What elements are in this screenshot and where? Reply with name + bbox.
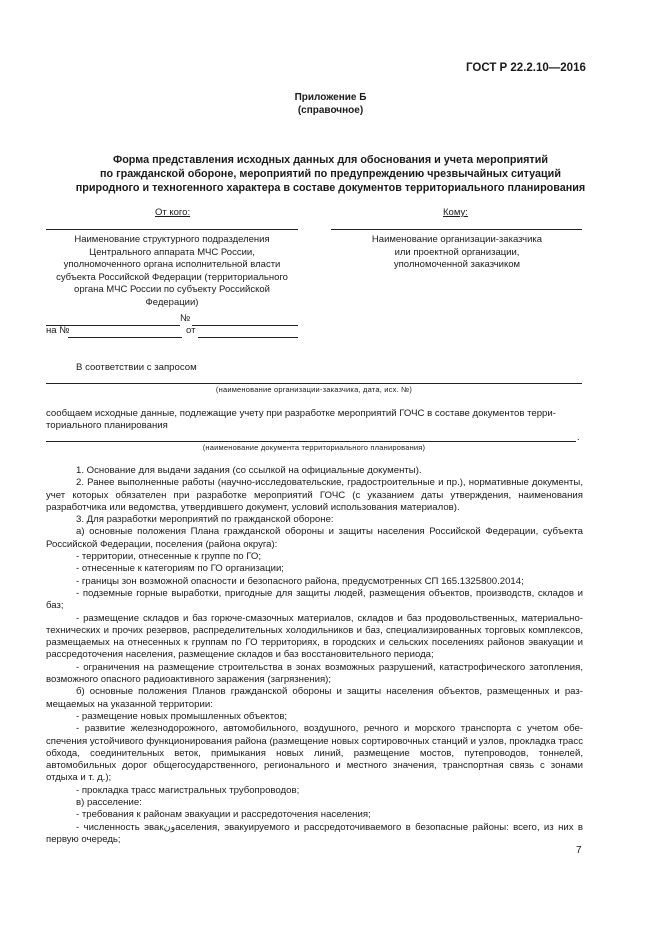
report-line [46, 441, 576, 442]
report-caption: (наименование документа территориального планирования) [202, 443, 426, 452]
report-end-dot: . [577, 432, 580, 443]
body-text [46, 465, 583, 846]
list-item: - размещение складов и баз горюче-смазочных материалов, складов и баз продовольственных, материально-технических и прочих резервов, распределительных холодильников и баз, специализированных торговых комплексов, размещаемых на отнесенных к группам по ГО территориях, в городских и сельских поселениях районов эвакуации и рассредоточения населения, размещение складов и баз восстановительного периода; [46, 612, 583, 661]
list-item: - отнесенные к категориям по ГО организации; [76, 563, 284, 575]
on-number-label: на № [46, 325, 70, 336]
to-line [331, 229, 582, 230]
from-line [46, 229, 298, 230]
appendix-heading [0, 91, 661, 117]
page-number: 7 [576, 845, 582, 856]
paragraph: 2. Ранее выполненные работы (научно-исследовательские, градостроительные и пр.), нормативные документы, учет которых обязателен при разработке мероприятий ГОЧС (с указанием даты утверждения, наименования разработчика или ведомства, утвердившего документ, условий использования материалов). [46, 477, 583, 513]
list-item: - требования к районам эвакуации и рассредоточения населения; [76, 809, 371, 821]
paragraph: 3. Для разработки мероприятий по гражданской обороне: [76, 514, 334, 526]
request-intro: В соответствии с запросом [76, 362, 197, 373]
list-item: - территории, отнесенные к группе по ГО; [76, 551, 262, 563]
to-desc-line: Наименование организации-заказчика [371, 234, 543, 245]
from-date-label: от [186, 325, 196, 336]
number-sign: № [180, 313, 191, 324]
from-desc-line: субъекта Российской Федерации (территориального [56, 271, 288, 283]
to-desc-line: или проектной организации, [394, 246, 520, 258]
form-title-line: природного и техногенного характера в составе документов территориального планирования [75, 182, 586, 194]
number-line-right [192, 325, 298, 326]
list-item: - границы зон возможной опасности и безопасного района, предусмотренных СП 165.1325800.2014; [76, 575, 524, 587]
standard-code: ГОСТ Р 22.2.10—2016 [466, 62, 586, 74]
from-label: От кого: [155, 207, 191, 218]
to-desc-line: уполномоченной заказчиком [393, 259, 521, 270]
report-line-1: сообщаем исходные данные, подлежащие учету при разработке мероприятий ГОЧС в составе документов терри- [46, 408, 556, 419]
list-item: - размещение новых промышленных объектов; [76, 710, 288, 722]
list-item: - ограничения на размещение строительства в зонах возможных разрушений, катастрофического затопления, возможного опасного радиоактивного заражения (загрязнения); [46, 661, 583, 686]
to-label: Кому: [443, 207, 468, 218]
paragraph: б) основные положения Планов гражданской обороны и защиты населения объектов, размещенных и размещаемых на указанной территории: [46, 686, 583, 710]
from-desc-line: органа МЧС России по субъекту Российской [74, 284, 270, 295]
paragraph: а) основные положения Плана гражданской обороны и защиты населения Российской Федерации, субъекта Российской Федерации, поселения (района округа): [46, 526, 583, 550]
form-title [70, 153, 591, 195]
appendix-title: Приложение Б [294, 92, 367, 103]
list-item: - прокладка трасс магистральных трубопроводов; [76, 784, 300, 796]
form-title-line: по гражданской обороне, мероприятий по предупреждению чрезвычайных ситуаций [100, 168, 561, 180]
paragraph: в) расселение: [76, 797, 142, 809]
from-description [36, 234, 308, 309]
list-item: - подземные горные выработки, пригодные для защиты людей, размещения объектов, производств, складов и баз; [46, 587, 583, 612]
list-item: - численность эвакونаселения, эвакуируемого и рассредоточиваемого в безопасные районы: всего, из них в первую очередь; [46, 821, 583, 845]
from-desc-line: Наименование структурного подразделения [74, 234, 270, 245]
request-line [46, 383, 582, 384]
form-title-line: Форма представления исходных данных для обоснования и учета мероприятий [112, 154, 548, 166]
to-description [330, 234, 584, 272]
paragraph: 1. Основание для выдачи задания (со ссылкой на официальные документы). [76, 465, 422, 476]
from-desc-line: Центрального аппарата МЧС России, [89, 246, 255, 258]
appendix-subtitle: (справочное) [297, 105, 364, 116]
from-desc-line: Федерации) [145, 296, 199, 308]
report-line-2: ториального планирования [46, 420, 168, 431]
request-caption: (наименование организации-заказчика, дата, исх. №) [215, 385, 413, 394]
list-item: - развитие железнодорожного, автомобильного, воздушного, речного и морского транспорта с учетом обеспечения устойчивого функционирования района (размещение новых сортировочных станций и узлов, прокладка трасс обхода, соединительных веток, примыкания новых линий, размещение мостов, путепроводов, тоннелей, автомобильных дорог общегосударственного, регионального и местного значения, транспортная связь с зонами отдыха и т. д.); [46, 723, 583, 784]
from-desc-line: уполномоченного органа исполнительной власти [63, 259, 281, 270]
from-date-line [198, 337, 298, 338]
on-number-line [68, 337, 182, 338]
